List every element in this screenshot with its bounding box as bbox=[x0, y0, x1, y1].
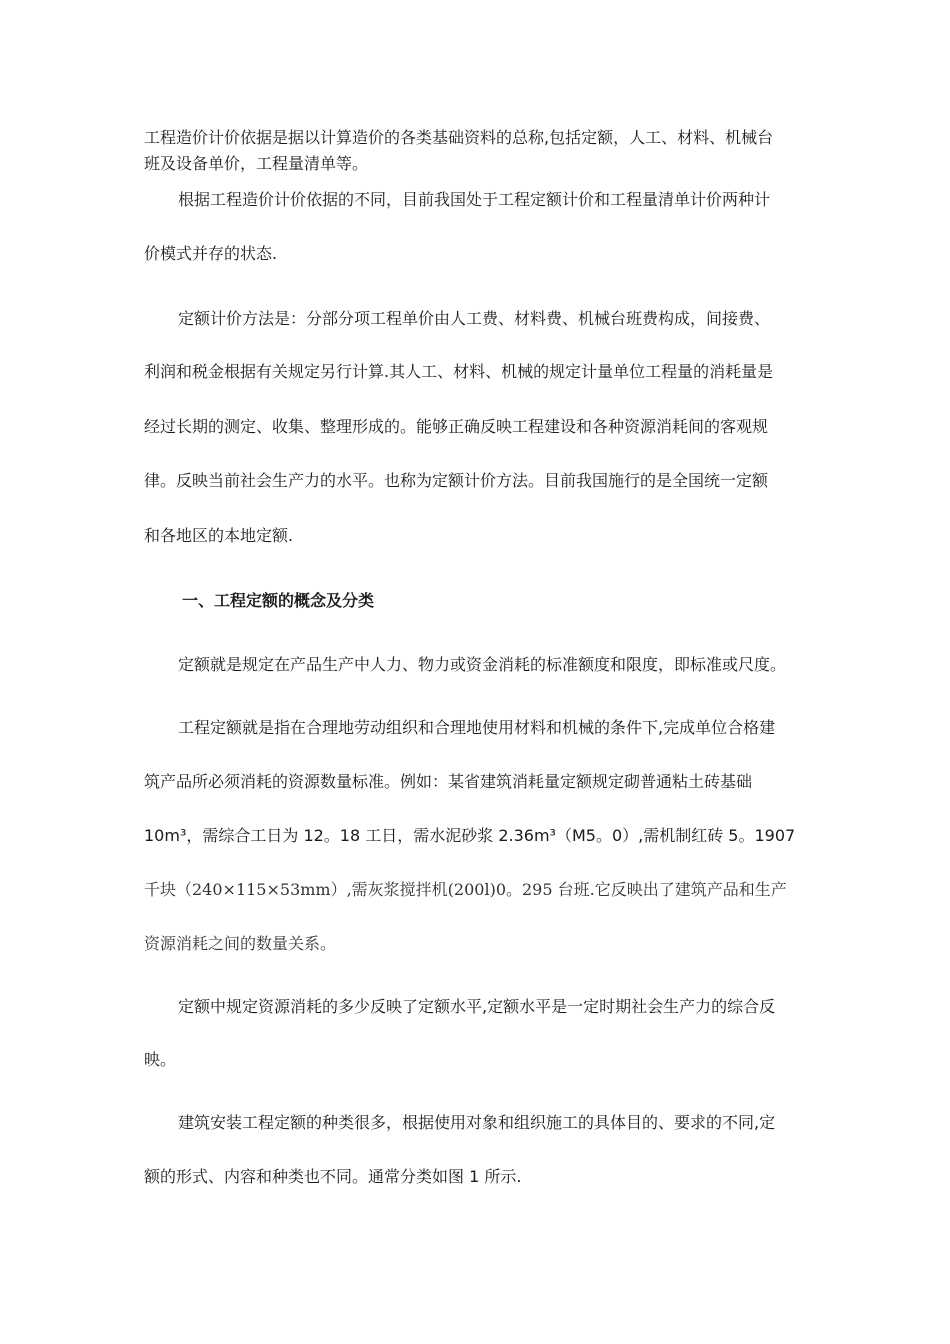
paragraph-line: 价模式并存的状态. bbox=[144, 244, 278, 263]
paragraph-line: 工程定额就是指在合理地劳动组织和合理地使用材料和机械的条件下,完成单位合格建 bbox=[178, 718, 776, 737]
paragraph-line: 10m³，需综合工日为 12。18 工日，需水泥砂浆 2.36m³（M5。0）,需机制红砖 5。1907 bbox=[144, 826, 796, 845]
paragraph-line: 千块（240×115×53mm）,需灰浆搅拌机(200l)0。295 台班.它反映出了建筑产品和生产 bbox=[144, 880, 787, 899]
paragraph-line: 工程造价计价依据是据以计算造价的各类基础资料的总称,包括定额，人工、材料、机械台 bbox=[144, 128, 774, 147]
paragraph-line: 根据工程造价计价依据的不同，目前我国处于工程定额计价和工程量清单计价两种计 bbox=[178, 190, 771, 209]
paragraph-line: 和各地区的本地定额. bbox=[144, 526, 294, 545]
paragraph-line: 经过长期的测定、收集、整理形成的。能够正确反映工程建设和各种资源消耗间的客观规 bbox=[144, 417, 769, 436]
paragraph-line: 资源消耗之间的数量关系。 bbox=[144, 934, 337, 953]
paragraph-line: 定额就是规定在产品生产中人力、物力或资金消耗的标准额度和限度，即标准或尺度。 bbox=[178, 655, 787, 674]
paragraph-line: 映。 bbox=[144, 1050, 177, 1069]
paragraph-line: 定额中规定资源消耗的多少反映了定额水平,定额水平是一定时期社会生产力的综合反 bbox=[178, 997, 776, 1016]
paragraph-line: 利润和税金根据有关规定另行计算.其人工、材料、机械的规定计量单位工程量的消耗量是 bbox=[144, 362, 774, 381]
paragraph-line: 定额计价方法是：分部分项工程单价由人工费、材料费、机械台班费构成，间接费、 bbox=[178, 309, 771, 328]
paragraph-line: 额的形式、内容和种类也不同。通常分类如图 1 所示. bbox=[144, 1167, 522, 1186]
paragraph-line: 律。反映当前社会生产力的水平。也称为定额计价方法。目前我国施行的是全国统一定额 bbox=[144, 471, 769, 490]
paragraph-line: 建筑安装工程定额的种类很多，根据使用对象和组织施工的具体目的、要求的不同,定 bbox=[178, 1113, 776, 1132]
paragraph-line: 筑产品所必须消耗的资源数量标准。例如：某省建筑消耗量定额规定砌普通粘土砖基础 bbox=[144, 772, 753, 791]
section-heading: 一、工程定额的概念及分类 bbox=[182, 591, 375, 610]
paragraph-line: 班及设备单价，工程量清单等。 bbox=[144, 154, 369, 173]
